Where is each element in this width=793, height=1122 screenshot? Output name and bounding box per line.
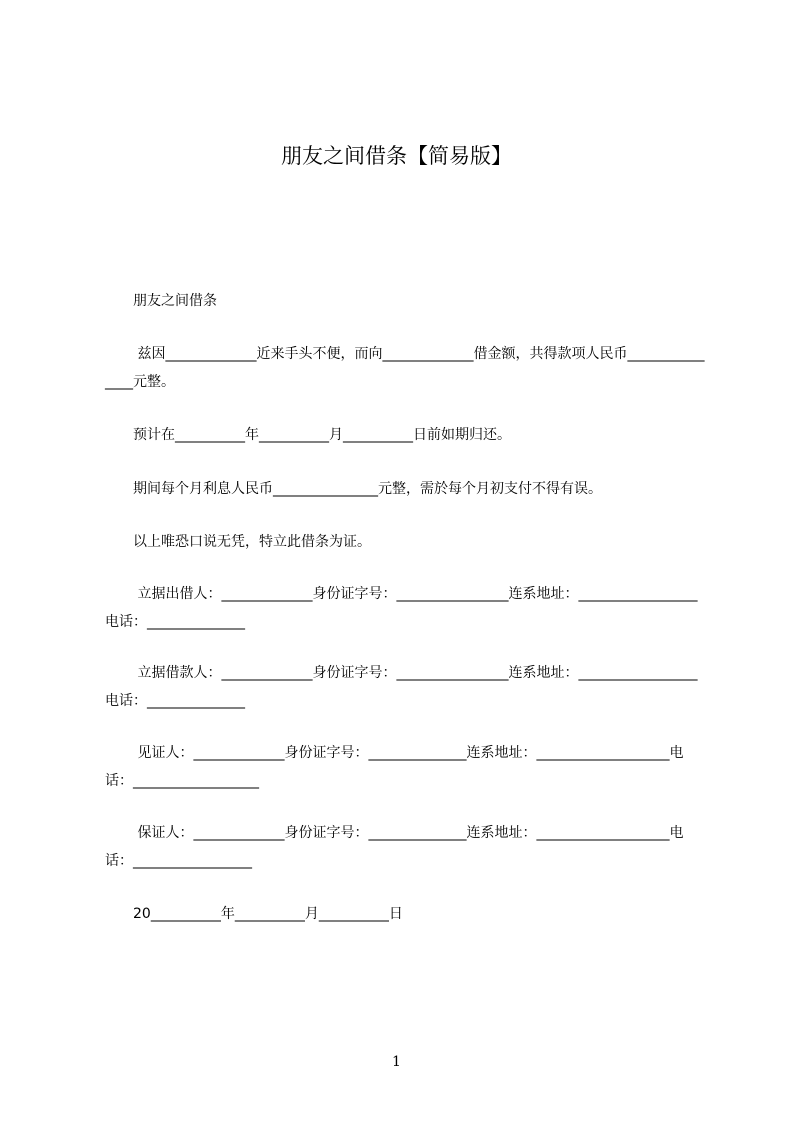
loan-reason-paragraph: 兹因_____________近来手头不便，而向_____________借金额，共得款项人民币_______________元整。 — [105, 346, 705, 390]
lender-info-paragraph: 立据出借人：_____________身份证字号：________________连系地址：_________________电话：______________ — [105, 586, 698, 630]
borrower-info-paragraph: 立据借款人：_____________身份证字号：________________连系地址：_________________电话：______________ — [105, 665, 698, 709]
guarantor-info-paragraph: 保证人：_____________身份证字号：______________连系地址：___________________电话：_________________ — [105, 825, 684, 869]
page-number: 1 — [392, 1054, 401, 1070]
document-title: 朋友之间借条【简易版】 — [281, 144, 512, 168]
witness-info-paragraph: 见证人：_____________身份证字号：______________连系地址：___________________电话：__________________ — [105, 745, 684, 789]
heading-paragraph: 朋友之间借条 — [105, 293, 217, 309]
signing-date-paragraph: 20__________年__________月__________日 — [105, 906, 403, 922]
interest-paragraph: 期间每个月利息人民币_______________元整，需於每个月初支付不得有误。 — [105, 481, 602, 497]
declaration-paragraph: 以上唯恐口说无凭，特立此借条为证。 — [105, 534, 371, 550]
repayment-date-paragraph: 预计在__________年__________月__________日前如期归还。 — [105, 427, 511, 443]
